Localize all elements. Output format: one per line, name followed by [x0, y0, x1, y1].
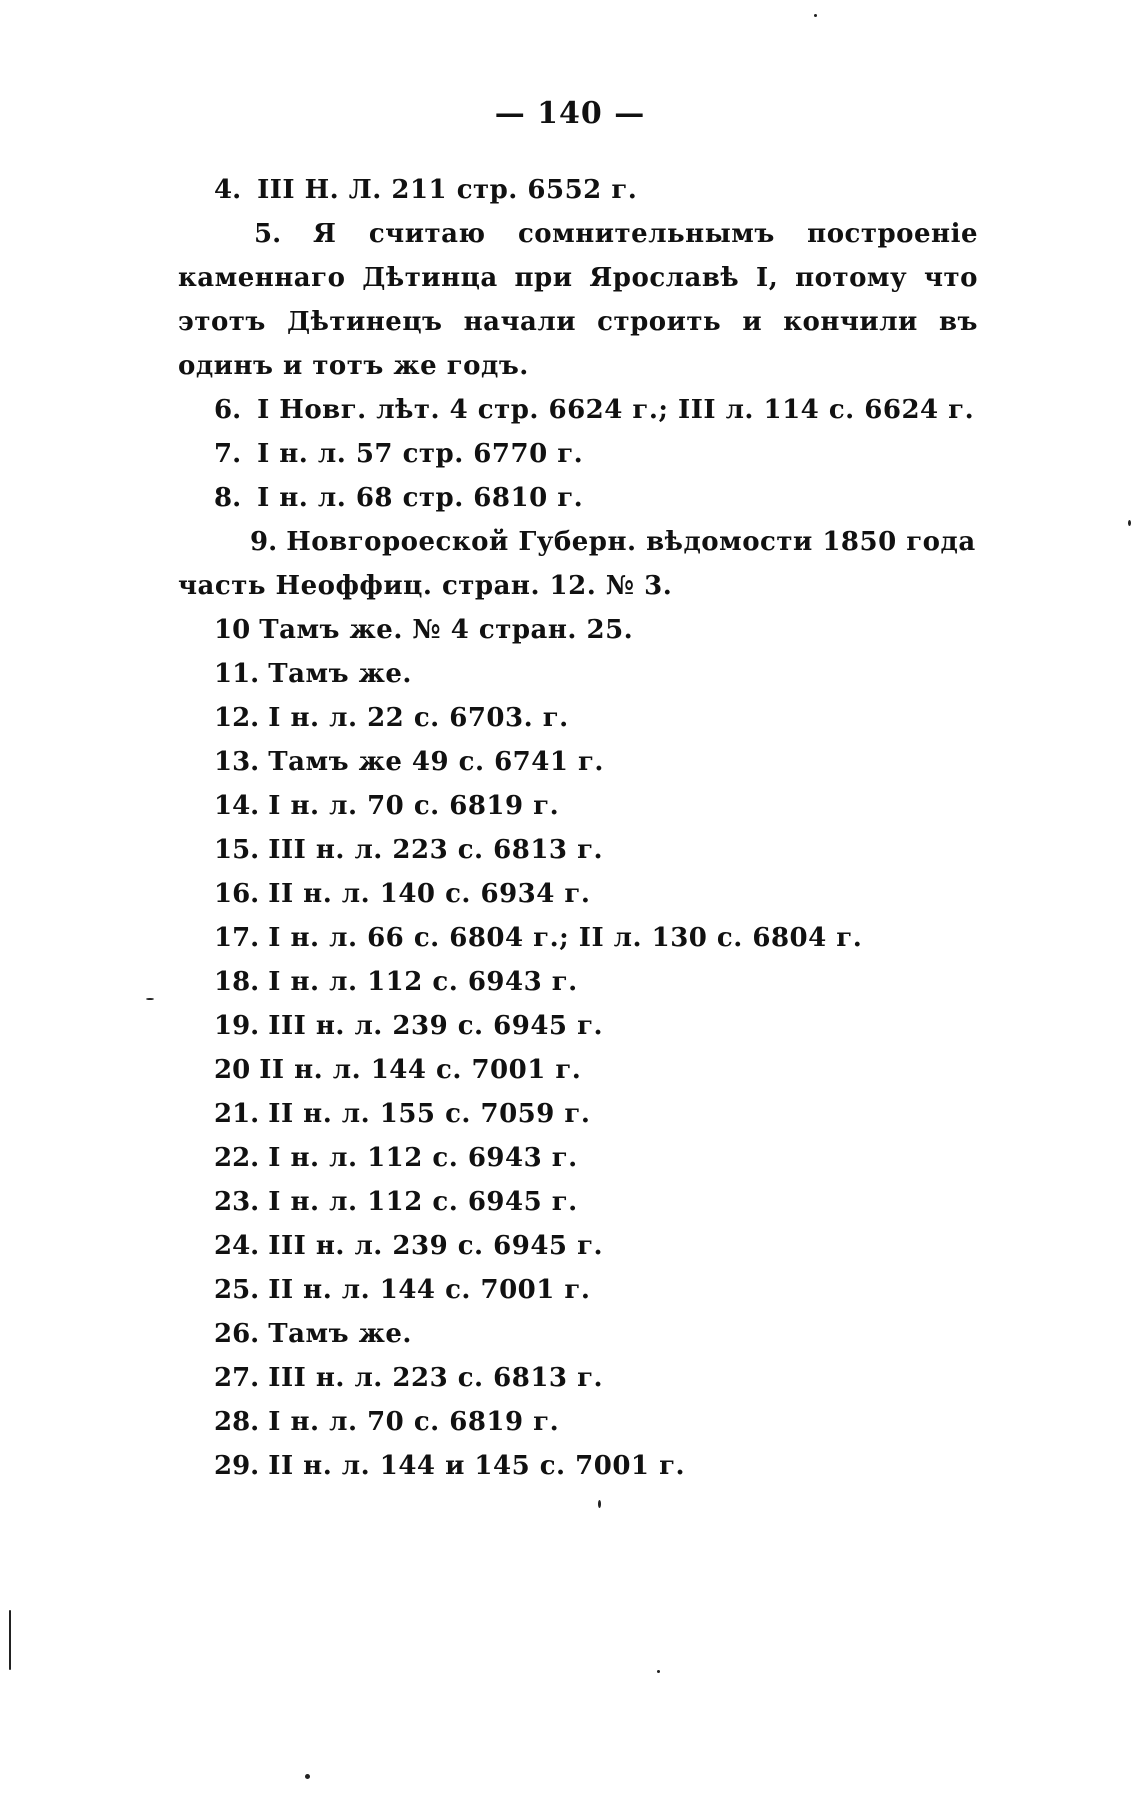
note-number: 8.: [214, 483, 242, 513]
note-text: II н. л. 155 с. 7059 г.: [268, 1099, 591, 1129]
ink-speck: [1128, 520, 1131, 526]
note-number: 21.: [214, 1099, 260, 1129]
note-number: 20: [214, 1055, 251, 1085]
note-text: Тамъ же. № 4 стран. 25.: [259, 615, 634, 645]
ink-speck: [814, 14, 817, 17]
note-text: II н. л. 144 и 145 с. 7001 г.: [268, 1451, 686, 1481]
note-13: [178, 740, 978, 784]
note-number: 27.: [214, 1363, 260, 1393]
note-text: Новгороеской Губерн. вѣдомости 1850 года часть Неоффиц. стран. 12. № 3.: [178, 527, 976, 601]
note-text: I н. л. 70 с. 6819 г.: [268, 791, 560, 821]
note-number: 9.: [250, 527, 278, 557]
note-14: [178, 784, 978, 828]
note-text: I н. л. 112 с. 6945 г.: [268, 1187, 578, 1217]
note-number: 26.: [214, 1319, 260, 1349]
note-number: 16.: [214, 879, 260, 909]
note-text: I н. л. 112 с. 6943 г.: [268, 967, 578, 997]
note-number: 17.: [214, 923, 260, 953]
note-text: III н. л. 239 с. 6945 г.: [268, 1231, 604, 1261]
note-number: 24.: [214, 1231, 260, 1261]
note-25: [178, 1268, 978, 1312]
note-text: Тамъ же.: [268, 1319, 412, 1349]
ink-speck: [657, 1670, 660, 1673]
note-text: III н. л. 223 с. 6813 г.: [268, 1363, 604, 1393]
note-number: 5.: [254, 219, 282, 249]
note-text: I н. л. 22 с. 6703. г.: [268, 703, 569, 733]
note-12: [178, 696, 978, 740]
note-number: 29.: [214, 1451, 260, 1481]
note-10: [178, 608, 978, 652]
note-text: I Новг. лѣт. 4 стр. 6624 г.; III л. 114 с. 6624 г.: [257, 395, 975, 425]
note-9: [178, 520, 978, 608]
note-27: [178, 1356, 978, 1400]
note-text: I н. л. 57 стр. 6770 г.: [257, 439, 584, 469]
note-text: II н. л. 144 с. 7001 г.: [268, 1275, 591, 1305]
ink-speck: [9, 1610, 11, 1670]
note-number: 18.: [214, 967, 260, 997]
note-text: I н. л. 66 с. 6804 г.; II л. 130 с. 6804 г.: [268, 923, 863, 953]
note-28: [178, 1400, 978, 1444]
note-text: I н. л. 112 с. 6943 г.: [268, 1143, 578, 1173]
note-24: [178, 1224, 978, 1268]
note-number: 19.: [214, 1011, 260, 1041]
note-text: III Н. Л. 211 стр. 6552 г.: [257, 175, 638, 205]
note-7: [178, 432, 978, 476]
note-number: 12.: [214, 703, 260, 733]
note-number: 25.: [214, 1275, 260, 1305]
page-number: — 140 —: [494, 96, 646, 131]
ink-speck: [146, 998, 154, 1000]
note-number: 7.: [214, 439, 242, 469]
note-20: [178, 1048, 978, 1092]
note-number: 13.: [214, 747, 260, 777]
note-16: [178, 872, 978, 916]
note-21: [178, 1092, 978, 1136]
note-number: 4.: [214, 175, 242, 205]
notes-list: [178, 388, 978, 1488]
note-23: [178, 1180, 978, 1224]
note-number: 10: [214, 615, 251, 645]
note-text: Тамъ же 49 с. 6741 г.: [268, 747, 604, 777]
note-text: II н. л. 144 с. 7001 г.: [259, 1055, 582, 1085]
note-4: [178, 168, 978, 212]
note-18: [178, 960, 978, 1004]
note-text: I н. л. 68 стр. 6810 г.: [257, 483, 584, 513]
note-8: [178, 476, 978, 520]
note-15: [178, 828, 978, 872]
note-text: I н. л. 70 с. 6819 г.: [268, 1407, 560, 1437]
note-text: III н. л. 239 с. 6945 г.: [268, 1011, 604, 1041]
ink-speck: [598, 1500, 601, 1508]
note-number: 22.: [214, 1143, 260, 1173]
note-number: 28.: [214, 1407, 260, 1437]
note-22: [178, 1136, 978, 1180]
note-26: [178, 1312, 978, 1356]
ink-speck: [305, 1774, 310, 1779]
note-17: [178, 916, 978, 960]
note-text: III н. л. 223 с. 6813 г.: [268, 835, 604, 865]
note-number: 23.: [214, 1187, 260, 1217]
note-5: [178, 212, 978, 388]
note-number: 11.: [214, 659, 260, 689]
note-number: 14.: [214, 791, 260, 821]
note-text: II н. л. 140 с. 6934 г.: [268, 879, 591, 909]
notes-section: [178, 168, 978, 1488]
note-number: 6.: [214, 395, 242, 425]
note-11: [178, 652, 978, 696]
note-29: [178, 1444, 978, 1488]
note-19: [178, 1004, 978, 1048]
note-text: Тамъ же.: [268, 659, 412, 689]
note-number: 15.: [214, 835, 260, 865]
note-6: [178, 388, 978, 432]
note-text: Я считаю сомнительнымъ построеніе каменнаго Дѣтинца при Ярославѣ I, потому что этотъ Дѣтинецъ начали строить и кончили въ одинъ и тотъ же годъ.: [178, 219, 978, 381]
